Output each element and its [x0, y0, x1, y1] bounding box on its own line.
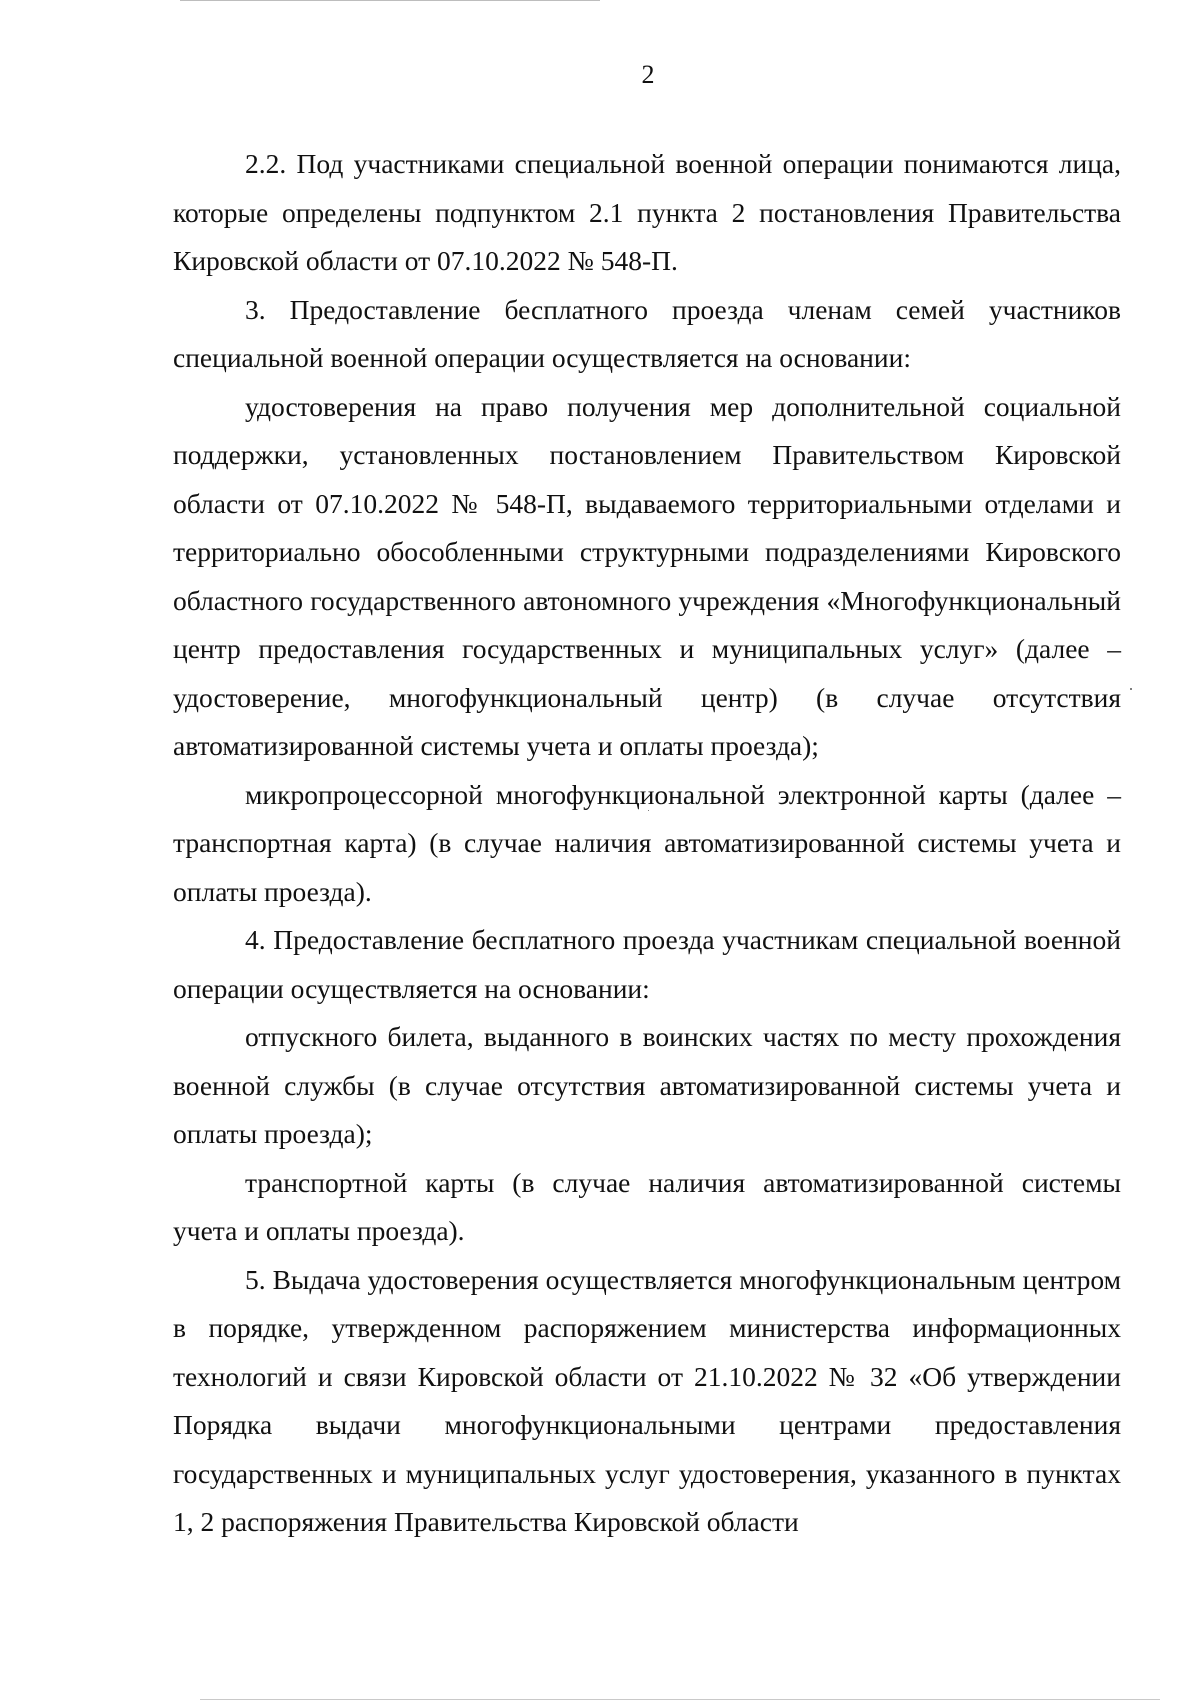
paragraph-5: 5. Выдача удостоверения осуществляется многофункциональным центром в порядке, утвержденном распоряжением министерства информационных технологий и связи Кировской области от 21.10.2022 № 32 «Об утверждении Порядка выдачи многофункциональными центрами предоставления государственных и муниципальных услуг удостоверения, указанного в пунктах 1, 2 распоряжения Правительства Кировской области	[173, 1263, 1121, 1537]
paragraph-3-transport-card: микропроцессорной многофункциональной электронной карты (далее – транспортная карта) (в случае наличия автоматизированной системы учета и оплаты проезда).	[173, 778, 1121, 907]
page-number: 2	[641, 60, 655, 89]
document-body	[173, 140, 1121, 1547]
scan-edge-bottom	[200, 1699, 1160, 1700]
scan-speck	[1130, 688, 1132, 690]
paragraph-2-2: 2.2. Под участниками специальной военной операции понимаются лица, которые определены подпунктом 2.1 пункта 2 постановления Правительства Кировской области от 07.10.2022 № 548-П.	[173, 148, 1121, 276]
paragraph-4-transport-card: транспортной карты (в случае наличия автоматизированной системы учета и оплаты проезда).	[173, 1166, 1121, 1246]
paragraph-3: 3. Предоставление бесплатного проезда членам семей участников специальной военной операции осуществляется на основании:	[173, 293, 1121, 373]
paragraph-3-certificate: удостоверения на право получения мер дополнительной социальной поддержки, установленных постановлением Правительством Кировской области от 07.10.2022 № 548-П, выдаваемого территориальными отделами и территориально обособленными структурными подразделениями Кировского областного государственного автономного учреждения «Многофункциональный центр предоставления государственных и муниципальных услуг» (далее – удостоверение, многофункциональный центр) (в случае отсутствия автоматизированной системы учета и оплаты проезда);	[173, 390, 1121, 761]
scan-edge-top	[180, 0, 600, 1]
paragraph-4: 4. Предоставление бесплатного проезда участникам специальной военной операции осуществляется на основании:	[173, 924, 1121, 1004]
scan-speck	[648, 810, 649, 811]
paragraph-4-leave-ticket: отпускного билета, выданного в воинских частях по месту прохождения военной службы (в случае отсутствия автоматизированной системы учета и оплаты проезда);	[173, 1021, 1121, 1149]
